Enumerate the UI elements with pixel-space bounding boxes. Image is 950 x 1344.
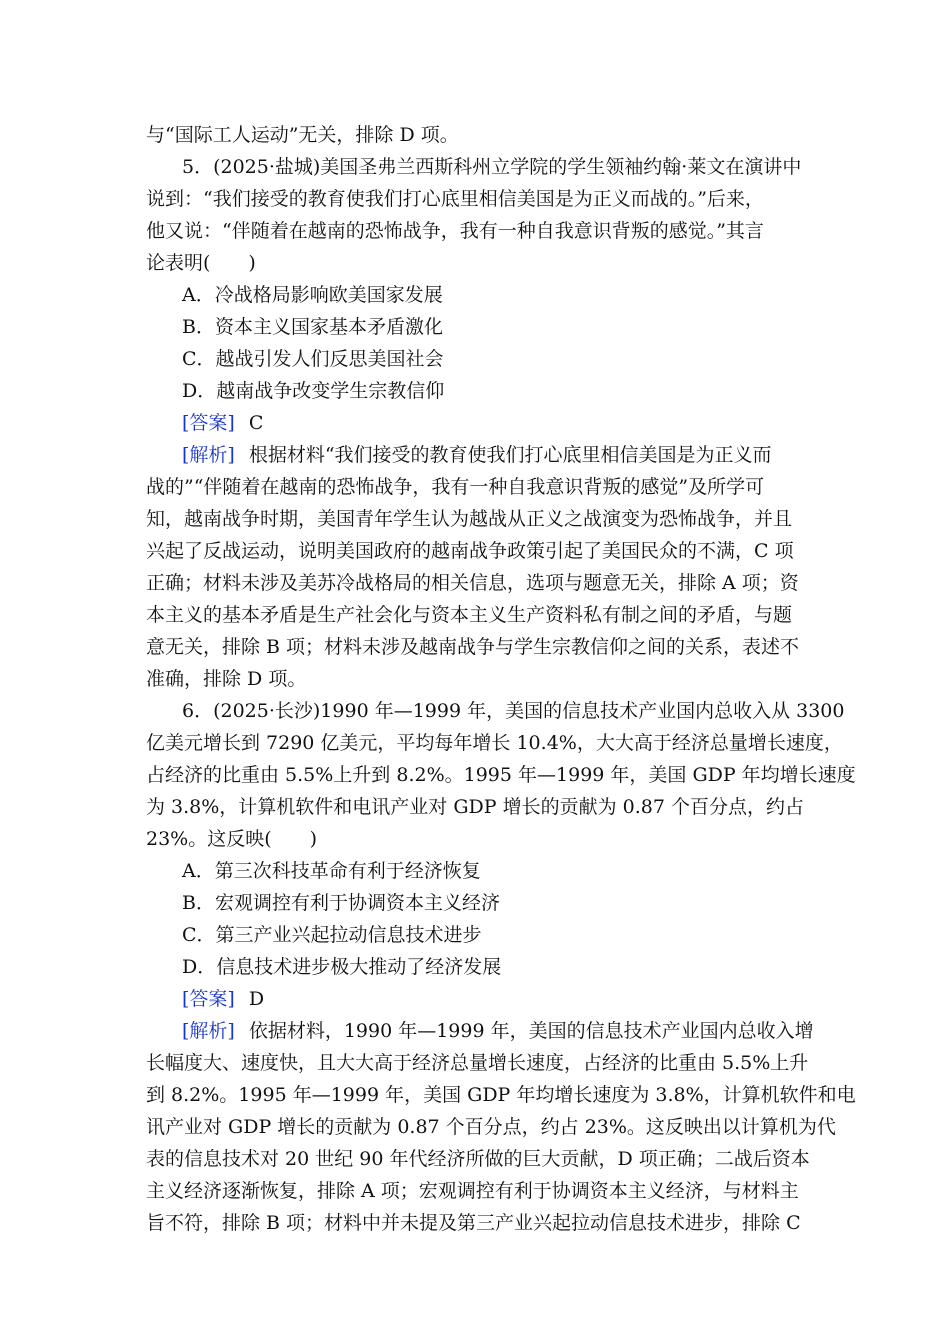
q5-option-d: D．越南战争改变学生宗教信仰 — [182, 380, 445, 402]
q5-analysis-line: 准确，排除 D 项。 — [146, 668, 307, 690]
q5-analysis-line: 兴起了反战运动，说明美国政府的越南战争政策引起了美国民众的不满，C 项 — [146, 540, 794, 562]
q5-option-b: B．资本主义国家基本矛盾激化 — [182, 316, 443, 338]
q6-analysis-line: 旨不符，排除 B 项；材料中并未提及第三产业兴起拉动信息技术进步，排除 C — [146, 1212, 801, 1234]
q6-option-d: D．信息技术进步极大推动了经济发展 — [182, 956, 502, 978]
q6-analysis-line: 表的信息技术对 20 世纪 90 年代经济所做的巨大贡献，D 项正确；二战后资本 — [146, 1148, 810, 1170]
analysis-tag: [解析] — [182, 1020, 235, 1042]
q5-stem-line: 论表明( ) — [146, 252, 256, 274]
q5-answer-line — [182, 408, 263, 440]
q6-analysis-text: 依据材料，1990 年—1999 年，美国的信息技术产业国内总收入增 — [248, 1020, 814, 1042]
analysis-tag: [解析] — [182, 444, 235, 466]
q6-answer-value: D — [248, 988, 265, 1010]
q6-option-c: C．第三产业兴起拉动信息技术进步 — [182, 924, 482, 946]
q4-tail-text: 与“国际工人运动”无关，排除 D 项。 — [146, 124, 459, 146]
answer-tag: [答案] — [182, 988, 235, 1010]
answer-tag: [答案] — [182, 412, 235, 434]
q5-stem-line: 5．(2025·盐城)美国圣弗兰西斯科州立学院的学生领袖约翰·莱文在演讲中 — [182, 156, 802, 178]
q5-option-c: C．越战引发人们反思美国社会 — [182, 348, 444, 370]
q5-analysis-line: 意无关，排除 B 项；材料未涉及越南战争与学生宗教信仰之间的关系，表述不 — [146, 636, 800, 658]
q6-analysis-line — [182, 1016, 814, 1048]
q6-stem-line: 亿美元增长到 7290 亿美元，平均每年增长 10.4%，大大高于经济总量增长速度， — [146, 732, 843, 754]
q5-analysis-line: 正确；材料未涉及美苏冷战格局的相关信息，选项与题意无关，排除 A 项；资 — [146, 572, 799, 594]
q5-analysis-line: 本主义的基本矛盾是生产社会化与资本主义生产资料私有制之间的矛盾，与题 — [146, 604, 793, 626]
q6-stem-line: 占经济的比重由 5.5%上升到 8.2%。1995 年—1999 年，美国 GDP 年均增长速度 — [146, 764, 856, 786]
q5-stem-line: 说到：“我们接受的教育使我们打心底里相信美国是为正义而战的。”后来， — [146, 188, 764, 210]
q6-stem-line: 23%。这反映( ) — [146, 828, 318, 850]
q5-analysis-text: 根据材料“我们接受的教育使我们打心底里相信美国是为正义而 — [248, 444, 772, 466]
q5-analysis-line — [182, 440, 772, 472]
q6-option-b: B．宏观调控有利于协调资本主义经济 — [182, 892, 500, 914]
q5-option-a: A．冷战格局影响欧美国家发展 — [182, 284, 443, 306]
q6-answer-line — [182, 984, 264, 1016]
q6-option-a: A．第三次科技革命有利于经济恢复 — [182, 860, 481, 882]
q6-analysis-line: 主义经济逐渐恢复，排除 A 项；宏观调控有利于协调资本主义经济，与材料主 — [146, 1180, 799, 1202]
q6-stem-line: 6．(2025·长沙)1990 年—1999 年，美国的信息技术产业国内总收入从 3300 — [182, 700, 845, 722]
q6-analysis-line: 讯产业对 GDP 增长的贡献为 0.87 个百分点，约占 23%。这反映出以计算机为代 — [146, 1116, 836, 1138]
q5-analysis-line: 战的”“伴随着在越南的恐怖战争，我有一种自我意识背叛的感觉”及所学可 — [146, 476, 765, 498]
q6-stem-line: 为 3.8%，计算机软件和电讯产业对 GDP 增长的贡献为 0.87 个百分点，约占 — [146, 796, 804, 818]
q6-analysis-line: 到 8.2%。1995 年—1999 年，美国 GDP 年均增长速度为 3.8%，计算机软件和电 — [146, 1084, 856, 1106]
q5-answer-value: C — [248, 412, 264, 434]
q5-analysis-line: 知，越南战争时期，美国青年学生认为越战从正义之战演变为恐怖战争，并且 — [146, 508, 793, 530]
q6-analysis-line: 长幅度大、速度快，且大大高于经济总量增长速度，占经济的比重由 5.5%上升 — [146, 1052, 809, 1074]
q5-stem-line: 他又说：“伴随着在越南的恐怖战争，我有一种自我意识背叛的感觉。”其言 — [146, 220, 764, 242]
